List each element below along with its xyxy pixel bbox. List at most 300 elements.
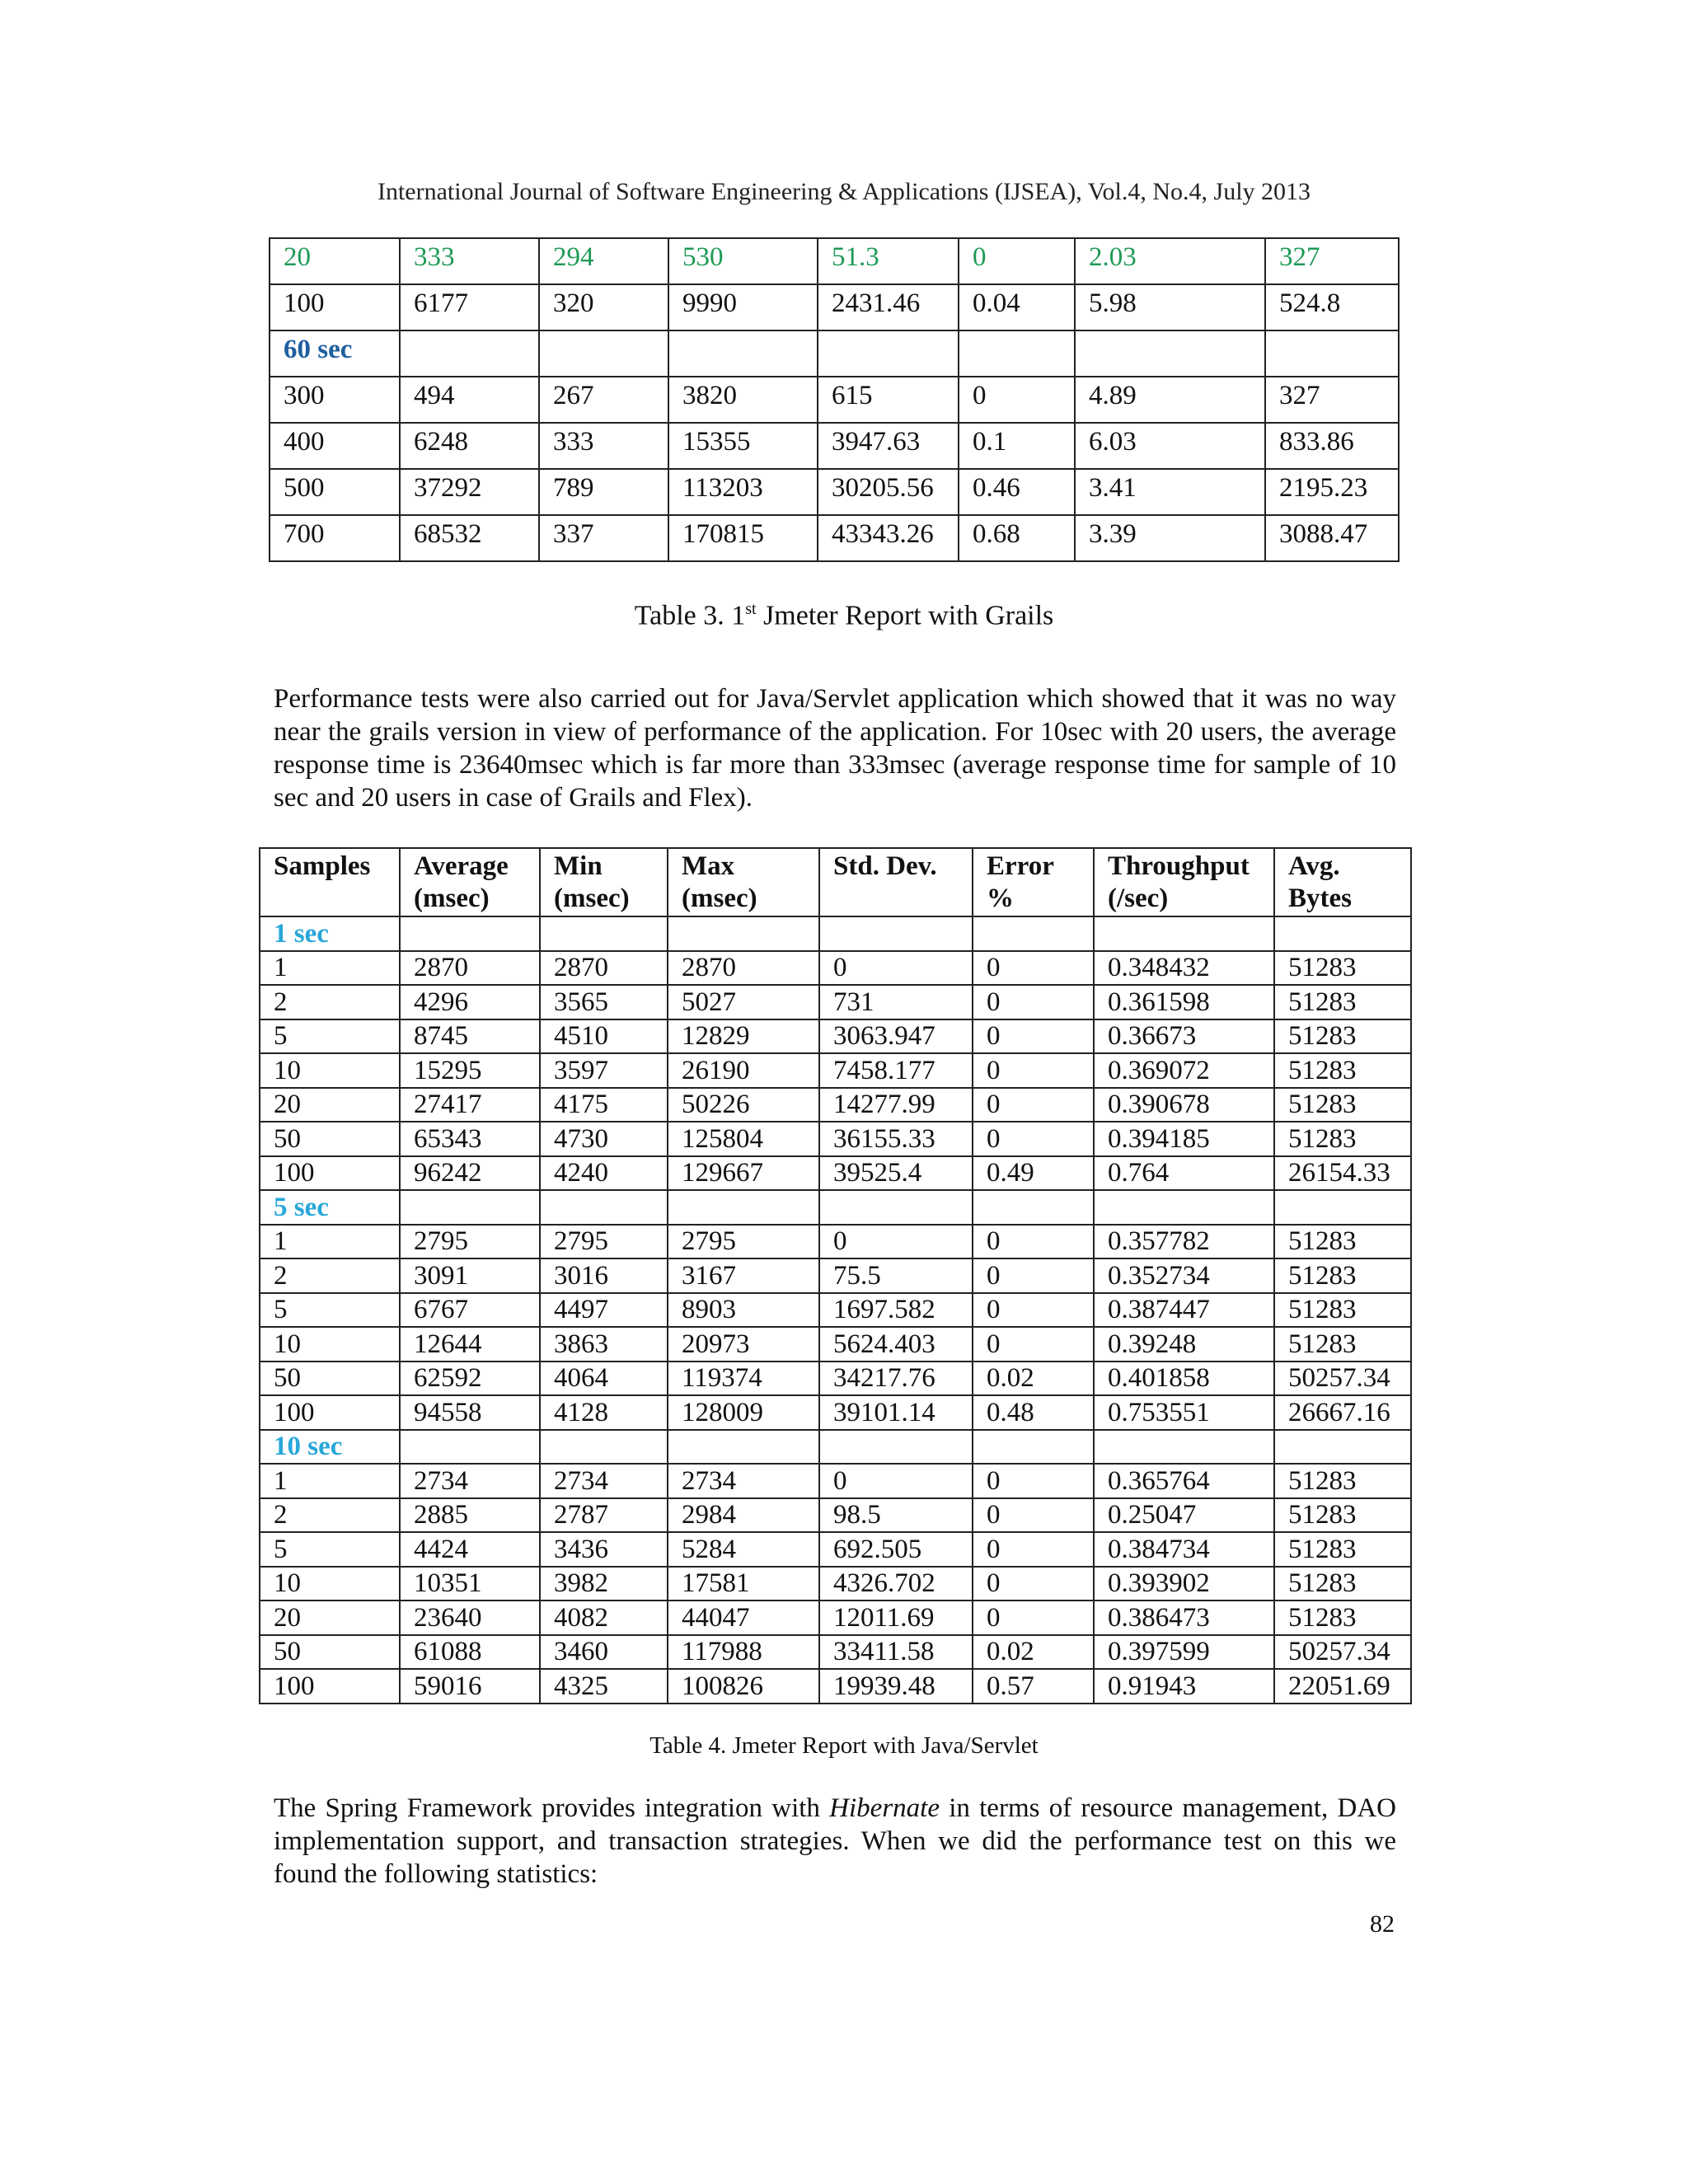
column-header-line: Average	[414, 851, 509, 881]
table-cell: 100	[260, 1156, 400, 1191]
table-cell: 2431.46	[818, 284, 959, 330]
table-cell: 0.390678	[1094, 1088, 1274, 1122]
column-header	[540, 848, 668, 916]
table-cell: 2795	[400, 1225, 540, 1259]
empty-cell	[1094, 1190, 1274, 1225]
section-row	[260, 1430, 1411, 1465]
table-cell: 327	[1265, 377, 1399, 423]
table-cell: 3063.947	[819, 1019, 973, 1054]
table-cell: 96242	[400, 1156, 540, 1191]
column-header	[819, 848, 973, 916]
table-cell: 6177	[400, 284, 539, 330]
table-cell: 615	[818, 377, 959, 423]
column-header-line: (msec)	[554, 883, 630, 913]
table-row	[260, 951, 1411, 986]
table-cell: 5	[260, 1532, 400, 1567]
table-row	[260, 985, 1411, 1019]
table-cell: 4424	[400, 1532, 540, 1567]
table-row	[260, 1635, 1411, 1670]
empty-cell	[400, 916, 540, 951]
table-cell: 33411.58	[819, 1635, 973, 1670]
table-cell: 0.357782	[1094, 1225, 1274, 1259]
table-cell: 51283	[1274, 1225, 1411, 1259]
table-cell: 39101.14	[819, 1395, 973, 1430]
table-cell: 26190	[668, 1053, 819, 1088]
table-cell: 1	[260, 951, 400, 986]
table-cell: 100826	[668, 1669, 819, 1704]
table-row	[270, 284, 1399, 330]
table-cell: 0	[973, 1122, 1094, 1156]
table-cell: 14277.99	[819, 1088, 973, 1122]
table-cell: 692.505	[819, 1532, 973, 1567]
table-cell: 3167	[668, 1258, 819, 1293]
journal-header: International Journal of Software Engineering & Applications (IJSEA), Vol.4, No.4, July 2013	[377, 178, 1311, 205]
table-cell: 0.393902	[1094, 1567, 1274, 1601]
table-cell: 51283	[1274, 985, 1411, 1019]
table-cell: 59016	[400, 1669, 540, 1704]
table-cell: 833.86	[1265, 423, 1399, 469]
table-cell: 15295	[400, 1053, 540, 1088]
table-3	[269, 237, 1400, 562]
table-cell: 0.348432	[1094, 951, 1274, 986]
table-cell: 5	[260, 1293, 400, 1328]
column-header	[400, 848, 540, 916]
table-cell: 6248	[400, 423, 539, 469]
empty-cell	[1094, 916, 1274, 951]
table-cell: 50	[260, 1122, 400, 1156]
paragraph-2: The Spring Framework provides integration with Hibernate in terms of resource management, DAO implementation support, and transaction strategies. When we did the performance test on this we found the following statistics:	[274, 1793, 1397, 1889]
table-row	[260, 1122, 1411, 1156]
table-cell: 0	[973, 1327, 1094, 1361]
table-cell: 3.41	[1075, 469, 1265, 515]
table-cell: 129667	[668, 1156, 819, 1191]
table-cell: 2870	[540, 951, 668, 986]
table-cell: 337	[539, 515, 668, 561]
table-row	[260, 1498, 1411, 1533]
empty-cell	[1075, 330, 1265, 377]
table-cell: 294	[539, 238, 668, 284]
table-cell: 0.764	[1094, 1156, 1274, 1191]
table-cell: 51283	[1274, 1532, 1411, 1567]
table-cell: 43343.26	[818, 515, 959, 561]
table-cell: 0.04	[959, 284, 1075, 330]
table-cell: 2.03	[1075, 238, 1265, 284]
table-cell: 51283	[1274, 1293, 1411, 1328]
table-cell: 0	[973, 1019, 1094, 1054]
table-cell: 100	[260, 1395, 400, 1430]
table-cell: 0	[819, 1225, 973, 1259]
table-row	[260, 1088, 1411, 1122]
column-header	[260, 848, 400, 916]
table-cell: 0	[819, 951, 973, 986]
column-header	[1274, 848, 1411, 916]
empty-cell	[818, 330, 959, 377]
table-cell: 524.8	[1265, 284, 1399, 330]
table-cell: 0.397599	[1094, 1635, 1274, 1670]
column-header	[973, 848, 1094, 916]
table-cell: 50257.34	[1274, 1361, 1411, 1396]
table-row	[260, 1327, 1411, 1361]
table-cell: 26154.33	[1274, 1156, 1411, 1191]
table-cell: 170815	[668, 515, 818, 561]
section-row	[270, 330, 1399, 377]
table-cell: 51283	[1274, 1122, 1411, 1156]
empty-cell	[973, 1430, 1094, 1465]
table-cell: 10	[260, 1327, 400, 1361]
table-cell: 50257.34	[1274, 1635, 1411, 1670]
table-cell: 4510	[540, 1019, 668, 1054]
paragraph-1: Performance tests were also carried out for Java/Servlet application which showed that it was no way near the grails version in view of performance of the application. For 10sec with 20 users, the average response time is 23640msec which is far more than 333msec (average response time for sample of 10 sec and 20 users in case of Grails and Flex).	[274, 684, 1396, 813]
table-cell: 26667.16	[1274, 1395, 1411, 1430]
empty-cell	[540, 916, 668, 951]
table-cell: 5027	[668, 985, 819, 1019]
table-cell: 2734	[540, 1464, 668, 1498]
table-cell: 2885	[400, 1498, 540, 1533]
table-row	[260, 1601, 1411, 1635]
table-row	[260, 1464, 1411, 1498]
table-cell: 17581	[668, 1567, 819, 1601]
table-cell: 44047	[668, 1601, 819, 1635]
table-cell: 51283	[1274, 1327, 1411, 1361]
table-cell: 0	[973, 1532, 1094, 1567]
column-header-line: (msec)	[682, 883, 757, 913]
section-label: 10 sec	[260, 1430, 400, 1465]
table-row	[270, 377, 1399, 423]
table-cell: 4730	[540, 1122, 668, 1156]
table-cell: 15355	[668, 423, 818, 469]
table-cell: 8903	[668, 1293, 819, 1328]
column-header-line: Min	[554, 851, 603, 881]
table-cell: 0	[973, 985, 1094, 1019]
table-cell: 50226	[668, 1088, 819, 1122]
table-cell: 2195.23	[1265, 469, 1399, 515]
section-row	[260, 916, 1411, 951]
table-cell: 3820	[668, 377, 818, 423]
table-cell: 0.753551	[1094, 1395, 1274, 1430]
empty-cell	[540, 1430, 668, 1465]
empty-cell	[1265, 330, 1399, 377]
table-cell: 3947.63	[818, 423, 959, 469]
table-cell: 2	[260, 985, 400, 1019]
table-cell: 62592	[400, 1361, 540, 1396]
table-cell: 37292	[400, 469, 539, 515]
table-cell: 2787	[540, 1498, 668, 1533]
table-cell: 0	[959, 377, 1075, 423]
table-cell: 3016	[540, 1258, 668, 1293]
column-header-line: Avg.	[1288, 851, 1340, 881]
table-cell: 4240	[540, 1156, 668, 1191]
table-cell: 2734	[400, 1464, 540, 1498]
table-cell: 68532	[400, 515, 539, 561]
table-cell: 327	[1265, 238, 1399, 284]
table-cell: 7458.177	[819, 1053, 973, 1088]
table-3-caption: Table 3. 1st Jmeter Report with Grails	[634, 600, 1054, 631]
empty-cell	[819, 1190, 973, 1225]
table-cell: 0.361598	[1094, 985, 1274, 1019]
table-cell: 20973	[668, 1327, 819, 1361]
table-row	[260, 1567, 1411, 1601]
table-cell: 51.3	[818, 238, 959, 284]
table-cell: 4325	[540, 1669, 668, 1704]
column-header-line: Error	[987, 851, 1054, 881]
table-cell: 0.57	[973, 1669, 1094, 1704]
table-cell: 50	[260, 1361, 400, 1396]
table-cell: 3091	[400, 1258, 540, 1293]
table-cell: 500	[270, 469, 400, 515]
table-cell: 0.39248	[1094, 1327, 1274, 1361]
table-cell: 1697.582	[819, 1293, 973, 1328]
table-cell: 113203	[668, 469, 818, 515]
table-row	[270, 423, 1399, 469]
table-cell: 100	[260, 1669, 400, 1704]
table-cell: 1	[260, 1225, 400, 1259]
table-row	[260, 1395, 1411, 1430]
empty-cell	[973, 1190, 1094, 1225]
empty-cell	[668, 916, 819, 951]
table-cell: 0.394185	[1094, 1122, 1274, 1156]
table-cell: 0.387447	[1094, 1293, 1274, 1328]
table-cell: 3436	[540, 1532, 668, 1567]
empty-cell	[973, 916, 1094, 951]
table-cell: 5624.403	[819, 1327, 973, 1361]
table-cell: 300	[270, 377, 400, 423]
table-cell: 10	[260, 1053, 400, 1088]
table-cell: 98.5	[819, 1498, 973, 1533]
table-cell: 2734	[668, 1464, 819, 1498]
table-cell: 4296	[400, 985, 540, 1019]
table-cell: 20	[260, 1088, 400, 1122]
table-cell: 0	[973, 1293, 1094, 1328]
table-cell: 0.352734	[1094, 1258, 1274, 1293]
table-cell: 0.91943	[1094, 1669, 1274, 1704]
column-header	[668, 848, 819, 916]
table-row	[260, 1532, 1411, 1567]
table-cell: 333	[539, 423, 668, 469]
table-row	[260, 1669, 1411, 1704]
empty-cell	[1094, 1430, 1274, 1465]
table-cell: 117988	[668, 1635, 819, 1670]
table-cell: 3597	[540, 1053, 668, 1088]
table-cell: 61088	[400, 1635, 540, 1670]
table-cell: 2	[260, 1498, 400, 1533]
table-cell: 0	[973, 1225, 1094, 1259]
empty-cell	[668, 330, 818, 377]
column-header-line: %	[987, 883, 1014, 913]
table-cell: 6.03	[1075, 423, 1265, 469]
column-header-line: Bytes	[1288, 883, 1352, 913]
table-cell: 700	[270, 515, 400, 561]
empty-cell	[1274, 1430, 1411, 1465]
table-cell: 4082	[540, 1601, 668, 1635]
table-cell: 51283	[1274, 1053, 1411, 1088]
table-cell: 789	[539, 469, 668, 515]
table-cell: 530	[668, 238, 818, 284]
table-cell: 5	[260, 1019, 400, 1054]
table-cell: 3565	[540, 985, 668, 1019]
table-row	[260, 1258, 1411, 1293]
table-row	[260, 1293, 1411, 1328]
table-cell: 3.39	[1075, 515, 1265, 561]
table-cell: 320	[539, 284, 668, 330]
table-cell: 0.25047	[1094, 1498, 1274, 1533]
table-row	[270, 515, 1399, 561]
table-cell: 2	[260, 1258, 400, 1293]
table-cell: 0.386473	[1094, 1601, 1274, 1635]
table-cell: 0.49	[973, 1156, 1094, 1191]
table-row	[270, 469, 1399, 515]
table-cell: 0.48	[973, 1395, 1094, 1430]
table-cell: 34217.76	[819, 1361, 973, 1396]
empty-cell	[668, 1430, 819, 1465]
column-header-line: Throughput	[1108, 851, 1250, 881]
table-cell: 1	[260, 1464, 400, 1498]
table-row	[270, 238, 1399, 284]
table-cell: 0.401858	[1094, 1361, 1274, 1396]
table-cell: 400	[270, 423, 400, 469]
table-cell: 0	[973, 1464, 1094, 1498]
table-cell: 5284	[668, 1532, 819, 1567]
table-cell: 12011.69	[819, 1601, 973, 1635]
table-cell: 0	[973, 1601, 1094, 1635]
table-cell: 10351	[400, 1567, 540, 1601]
table-cell: 51283	[1274, 951, 1411, 986]
table-cell: 128009	[668, 1395, 819, 1430]
table-cell: 731	[819, 985, 973, 1019]
table-cell: 9990	[668, 284, 818, 330]
column-header-line: Std. Dev.	[833, 851, 937, 881]
table-cell: 0.46	[959, 469, 1075, 515]
table-cell: 6767	[400, 1293, 540, 1328]
table-cell: 0.36673	[1094, 1019, 1274, 1054]
table-4	[259, 847, 1412, 1704]
empty-cell	[668, 1190, 819, 1225]
table-cell: 94558	[400, 1395, 540, 1430]
table-cell: 51283	[1274, 1567, 1411, 1601]
empty-cell	[1274, 1190, 1411, 1225]
table-cell: 2795	[668, 1225, 819, 1259]
table-cell: 3088.47	[1265, 515, 1399, 561]
table-cell: 5.98	[1075, 284, 1265, 330]
table-row	[260, 1225, 1411, 1259]
column-header-line: Max	[682, 851, 735, 881]
empty-cell	[959, 330, 1075, 377]
table-cell: 267	[539, 377, 668, 423]
table-cell: 125804	[668, 1122, 819, 1156]
column-header-line: (msec)	[414, 883, 490, 913]
empty-cell	[540, 1190, 668, 1225]
table-cell: 4175	[540, 1088, 668, 1122]
section-label: 60 sec	[270, 330, 400, 377]
table-cell: 0.369072	[1094, 1053, 1274, 1088]
table-cell: 0	[959, 238, 1075, 284]
table-cell: 36155.33	[819, 1122, 973, 1156]
table-cell: 4326.702	[819, 1567, 973, 1601]
table-cell: 2870	[668, 951, 819, 986]
table-cell: 100	[270, 284, 400, 330]
table-cell: 0.365764	[1094, 1464, 1274, 1498]
table-cell: 8745	[400, 1019, 540, 1054]
table-cell: 0.1	[959, 423, 1075, 469]
table-cell: 27417	[400, 1088, 540, 1122]
table-row	[260, 1361, 1411, 1396]
table-cell: 0	[973, 1053, 1094, 1088]
table-cell: 4128	[540, 1395, 668, 1430]
column-header-line: Samples	[274, 851, 371, 881]
table-row	[260, 1019, 1411, 1054]
table-cell: 4.89	[1075, 377, 1265, 423]
column-header	[1094, 848, 1274, 916]
table-cell: 22051.69	[1274, 1669, 1411, 1704]
table-cell: 4064	[540, 1361, 668, 1396]
table-cell: 2984	[668, 1498, 819, 1533]
table-cell: 75.5	[819, 1258, 973, 1293]
table-cell: 0	[973, 951, 1094, 986]
table-cell: 333	[400, 238, 539, 284]
table-cell: 0.384734	[1094, 1532, 1274, 1567]
table-cell: 51283	[1274, 1088, 1411, 1122]
table-cell: 4497	[540, 1293, 668, 1328]
table-cell: 51283	[1274, 1258, 1411, 1293]
table-cell: 65343	[400, 1122, 540, 1156]
empty-cell	[819, 1430, 973, 1465]
table-cell: 0	[819, 1464, 973, 1498]
column-header-line: (/sec)	[1108, 883, 1169, 913]
table-cell: 19939.48	[819, 1669, 973, 1704]
table-cell: 39525.4	[819, 1156, 973, 1191]
table-cell: 0	[973, 1498, 1094, 1533]
empty-cell	[400, 1430, 540, 1465]
empty-cell	[539, 330, 668, 377]
empty-cell	[400, 330, 539, 377]
table-cell: 50	[260, 1635, 400, 1670]
table-cell: 51283	[1274, 1601, 1411, 1635]
table-cell: 3460	[540, 1635, 668, 1670]
table-cell: 10	[260, 1567, 400, 1601]
table-cell: 0	[973, 1258, 1094, 1293]
table-cell: 0.02	[973, 1635, 1094, 1670]
table-4-caption: Table 4. Jmeter Report with Java/Servlet	[649, 1732, 1039, 1759]
table-cell: 51283	[1274, 1498, 1411, 1533]
table-cell: 0	[973, 1567, 1094, 1601]
table-cell: 3863	[540, 1327, 668, 1361]
table-cell: 12829	[668, 1019, 819, 1054]
table-cell: 23640	[400, 1601, 540, 1635]
table-cell: 0.02	[973, 1361, 1094, 1396]
empty-cell	[819, 916, 973, 951]
table-cell: 12644	[400, 1327, 540, 1361]
page-number: 82	[1370, 1910, 1395, 1938]
table-cell: 20	[260, 1601, 400, 1635]
empty-cell	[1274, 916, 1411, 951]
table-cell: 51283	[1274, 1019, 1411, 1054]
table-row	[260, 1053, 1411, 1088]
empty-cell	[400, 1190, 540, 1225]
table-cell: 119374	[668, 1361, 819, 1396]
section-label: 1 sec	[260, 916, 400, 951]
table-cell: 0	[973, 1088, 1094, 1122]
table-row	[260, 1156, 1411, 1191]
table-cell: 0.68	[959, 515, 1075, 561]
table-cell: 2795	[540, 1225, 668, 1259]
table-cell: 20	[270, 238, 400, 284]
table-cell: 51283	[1274, 1464, 1411, 1498]
table-cell: 30205.56	[818, 469, 959, 515]
section-label: 5 sec	[260, 1190, 400, 1225]
table-cell: 3982	[540, 1567, 668, 1601]
section-row	[260, 1190, 1411, 1225]
table-cell: 494	[400, 377, 539, 423]
table-cell: 2870	[400, 951, 540, 986]
